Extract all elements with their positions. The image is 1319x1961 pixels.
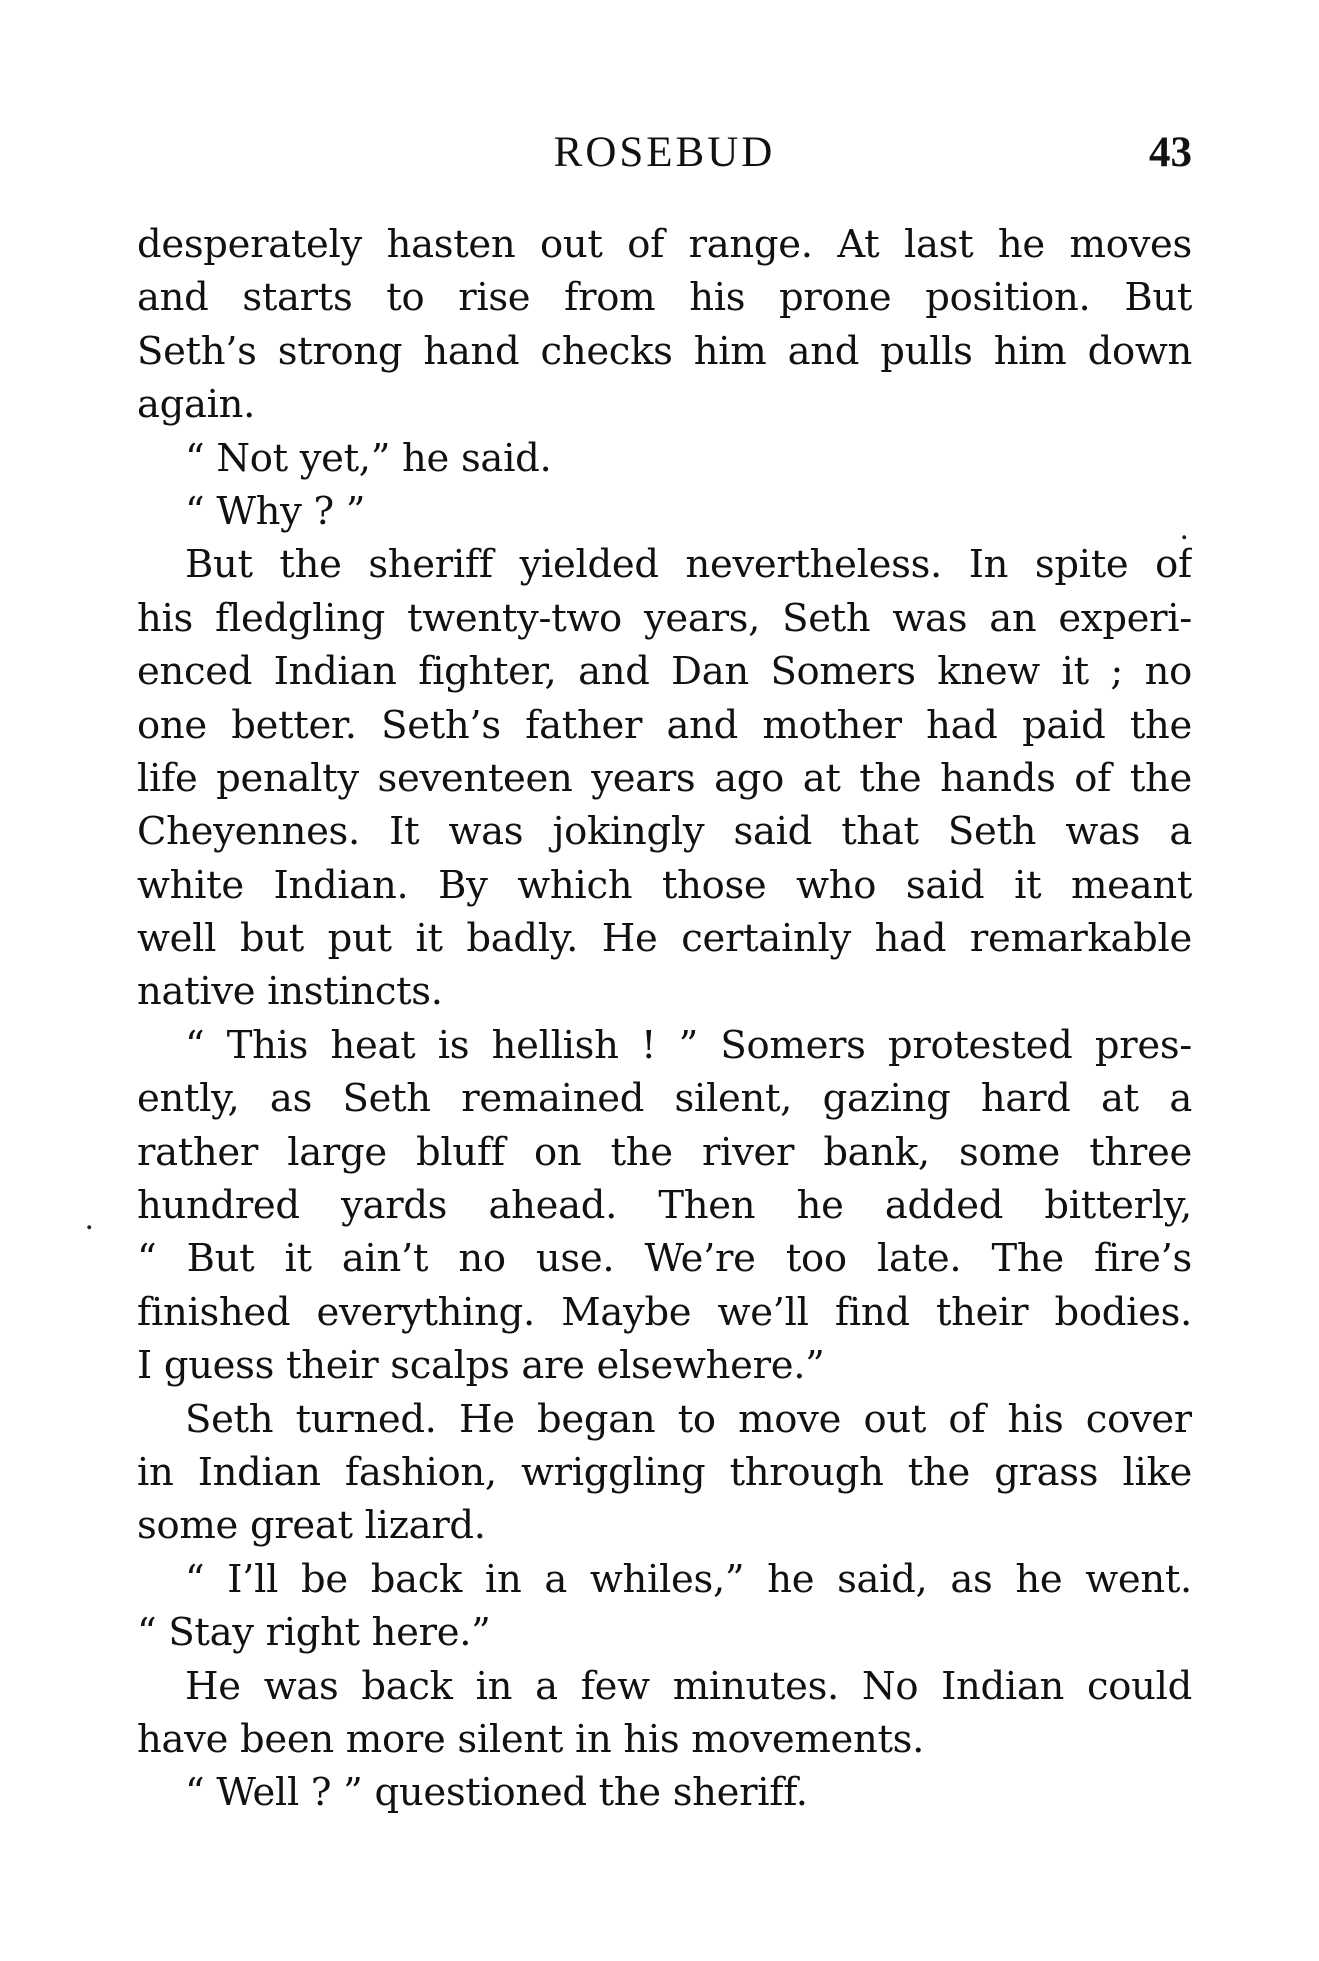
- text-line: “ Well ? ” questioned the sheriff.: [185, 1770, 808, 1816]
- text-line: hundred yards ahead. Then he added bitterly,: [137, 1183, 1192, 1229]
- text-line: “ But it ain’t no use. We’re too late. The fire’s: [137, 1236, 1192, 1282]
- text-line: and starts to rise from his prone position. But: [137, 275, 1192, 321]
- text-line: one better. Seth’s father and mother had paid the: [137, 702, 1192, 748]
- text-line: “ Not yet,” he said.: [185, 435, 552, 481]
- text-line: white Indian. By which those who said it meant: [137, 862, 1192, 908]
- text-line: Seth turned. He began to move out of his cover: [185, 1396, 1192, 1442]
- text-line: “ This heat is hellish ! ” Somers protested pres-: [185, 1022, 1192, 1068]
- text-line: “ Stay right here.”: [137, 1610, 491, 1656]
- text-line: life penalty seventeen years ago at the hands of the: [137, 755, 1192, 801]
- text-line: have been more silent in his movements.: [137, 1716, 925, 1762]
- text-line: Cheyennes. It was jokingly said that Seth was a: [137, 809, 1192, 855]
- text-line: some great lizard.: [137, 1503, 486, 1549]
- text-line: desperately hasten out of range. At last he moves: [137, 222, 1192, 267]
- text-line: well but put it badly. He certainly had remarkable: [137, 916, 1192, 962]
- text-line: But the sheriff yielded nevertheless. In spite of: [185, 542, 1192, 588]
- text-line: Seth’s strong hand checks him and pulls him down: [137, 328, 1192, 374]
- text-line: again.: [137, 382, 256, 428]
- text-line: finished everything. Maybe we’ll find their bodies.: [137, 1289, 1192, 1335]
- text-line: “ Why ? ”: [185, 488, 366, 534]
- stray-dot-mark: .: [85, 1200, 94, 1237]
- running-head: [137, 128, 1192, 188]
- page-number: 43: [1149, 129, 1192, 176]
- text-line: native instincts.: [137, 969, 443, 1015]
- running-title: ROSEBUD: [553, 129, 776, 176]
- stray-dot-mark: .: [1180, 510, 1189, 547]
- text-line: his fledgling twenty-two years, Seth was an experi-: [137, 595, 1192, 641]
- body-text: [137, 218, 1192, 1820]
- text-line: in Indian fashion, wriggling through the grass like: [137, 1449, 1192, 1495]
- text-line: enced Indian fighter, and Dan Somers knew it ; no: [137, 649, 1192, 695]
- text-line: “ I’ll be back in a whiles,” he said, as he went.: [185, 1556, 1192, 1602]
- text-line: He was back in a few minutes. No Indian could: [185, 1663, 1192, 1709]
- text-line: rather large bluff on the river bank, some three: [137, 1129, 1192, 1175]
- text-line: I guess their scalps are elsewhere.”: [137, 1343, 825, 1389]
- text-line: ently, as Seth remained silent, gazing hard at a: [137, 1076, 1192, 1122]
